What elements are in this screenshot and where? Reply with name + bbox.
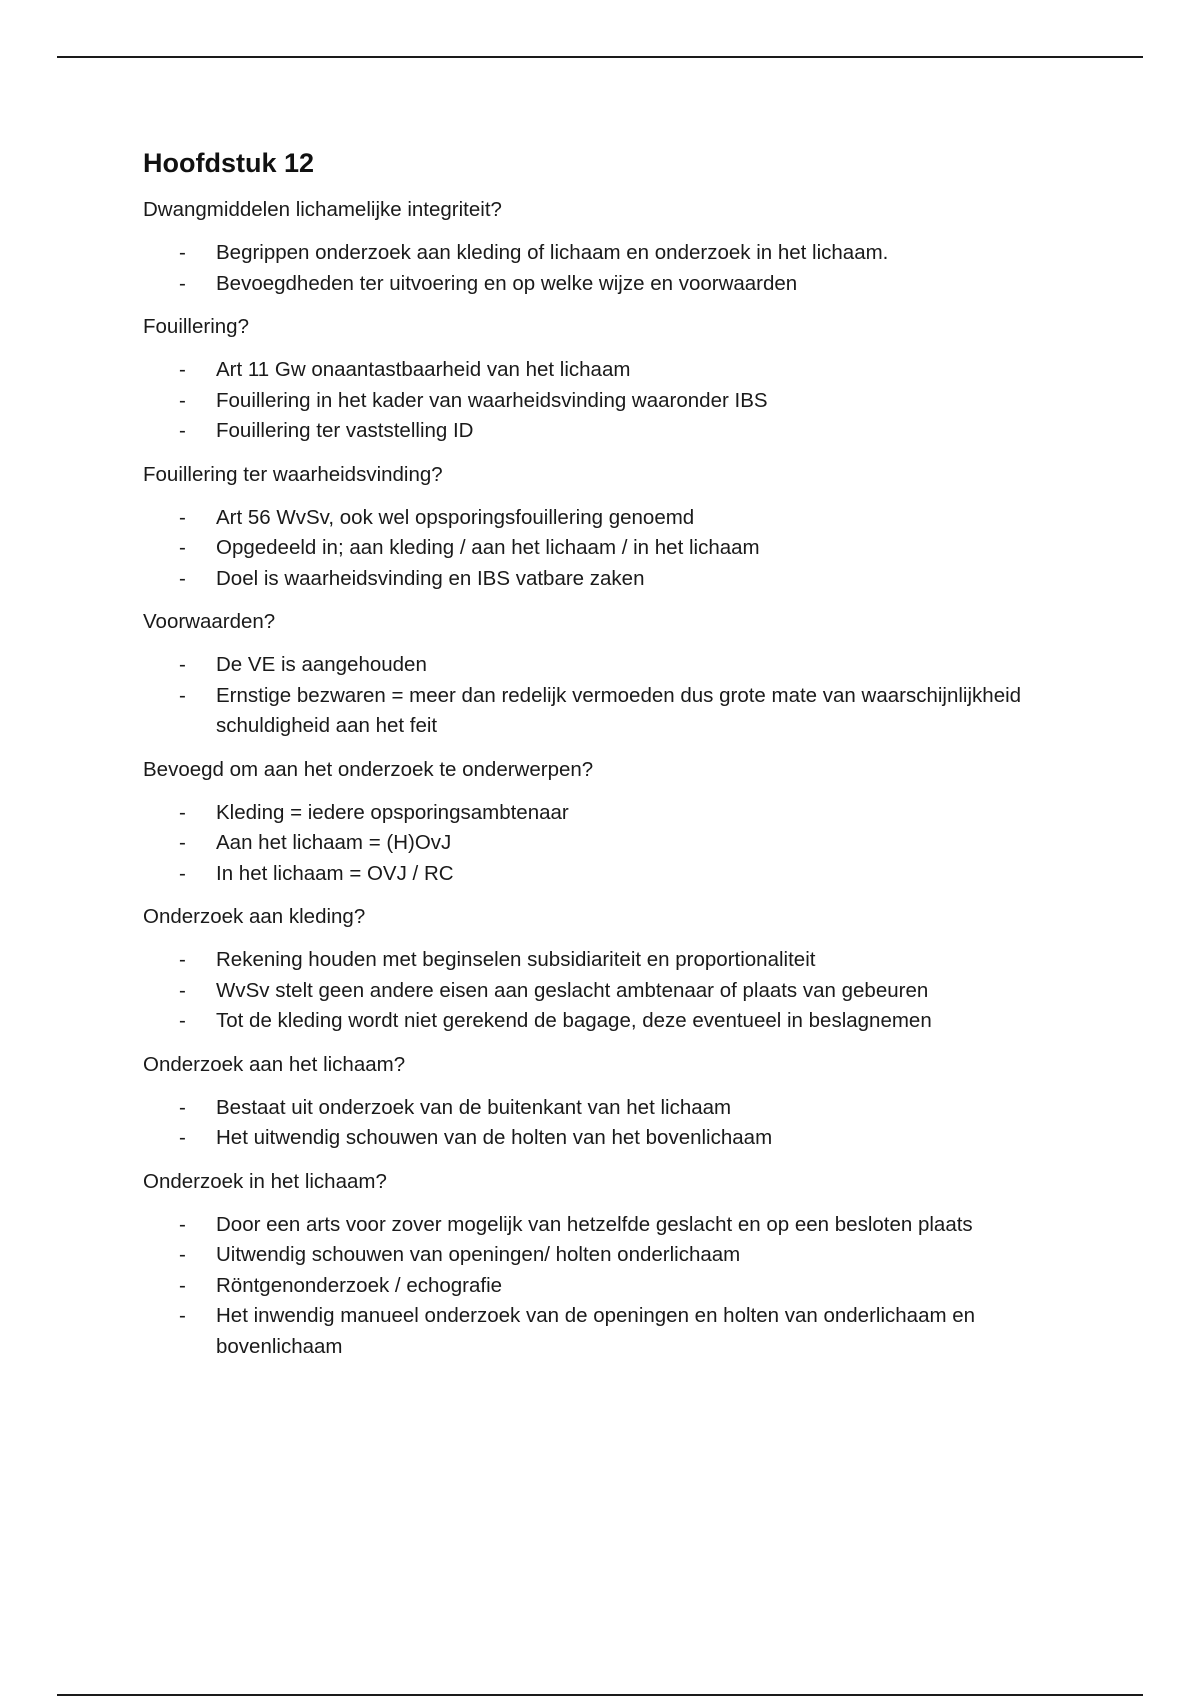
bullet-dash: - xyxy=(179,388,186,412)
document-body xyxy=(143,146,1063,1376)
bullet-dash: - xyxy=(179,419,186,442)
section-question: Onderzoek in het lichaam? xyxy=(143,1169,387,1193)
bullet-dash: - xyxy=(179,1273,186,1297)
list-item: - WvSv stelt geen andere eisen aan geslacht ambtenaar of plaats van gebeuren xyxy=(143,976,1063,1007)
list-item: - Bestaat uit onderzoek van de buitenkant van het lichaam xyxy=(143,1093,1063,1124)
list-item: - De VE is aangehouden xyxy=(143,650,1063,681)
bullet-dash: - xyxy=(179,358,186,381)
header-rule xyxy=(57,56,1143,58)
list-item: - Art 56 WvSv, ook wel opsporingsfouillering genoemd xyxy=(143,503,1063,534)
list-item: - Fouillering in het kader van waarheidsvinding waaronder IBS xyxy=(143,386,1063,417)
bullet-dash: - xyxy=(179,566,186,590)
list-item: - Bevoegdheden ter uitvoering en op welke wijze en voorwaarden xyxy=(143,269,1063,300)
bullet-dash: - xyxy=(179,1009,186,1032)
bullet-dash: - xyxy=(179,831,186,854)
section-question: Voorwaarden? xyxy=(143,610,276,633)
list-item: - Het uitwendig schouwen van de holten van het bovenlichaam xyxy=(143,1123,1063,1154)
bullet-dash: - xyxy=(179,505,186,529)
bullet-list xyxy=(143,1093,1063,1154)
list-item: - Door een arts voor zover mogelijk van hetzelfde geslacht en op een besloten plaats xyxy=(143,1210,1063,1241)
bullet-dash: - xyxy=(179,1304,186,1327)
bullet-dash: - xyxy=(179,536,186,559)
section-question: Fouillering ter waarheidsvinding? xyxy=(143,462,443,486)
footer-rule xyxy=(57,1694,1143,1696)
section-question: Dwangmiddelen lichamelijke integriteit? xyxy=(143,198,502,221)
list-item: - Tot de kleding wordt niet gerekend de bagage, deze eventueel in beslagnemen xyxy=(143,1006,1063,1037)
bullet-dash: - xyxy=(179,653,186,676)
list-item: - Fouillering ter vaststelling ID xyxy=(143,416,1063,447)
bullet-list xyxy=(143,945,1063,1037)
bullet-list xyxy=(143,798,1063,890)
section-question: Onderzoek aan kleding? xyxy=(143,905,366,928)
list-item: - Ernstige bezwaren = meer dan redelijk vermoeden dus grote mate van waarschijnlijkheid schuldigheid aan het feit xyxy=(143,681,1063,742)
bullet-list xyxy=(143,1210,1063,1363)
section-question: Bevoegd om aan het onderzoek te onderwerpen? xyxy=(143,757,594,781)
bullet-dash: - xyxy=(179,241,186,264)
bullet-dash: - xyxy=(179,861,186,885)
chapter-heading: Hoofdstuk 12 xyxy=(143,148,315,178)
section-question: Fouillering? xyxy=(143,315,249,338)
list-item: - Opgedeeld in; aan kleding / aan het lichaam / in het lichaam xyxy=(143,533,1063,564)
list-item: - Begrippen onderzoek aan kleding of lichaam en onderzoek in het lichaam. xyxy=(143,238,1063,269)
list-item: - Rekening houden met beginselen subsidiariteit en proportionaliteit xyxy=(143,945,1063,976)
bullet-dash: - xyxy=(179,948,186,971)
list-item: - Aan het lichaam = (H)OvJ xyxy=(143,828,1063,859)
list-item: - Uitwendig schouwen van openingen/ holten onderlichaam xyxy=(143,1240,1063,1271)
bullet-dash: - xyxy=(179,683,186,707)
bullet-dash: - xyxy=(179,271,186,295)
bullet-dash: - xyxy=(179,1095,186,1119)
list-item: - Art 11 Gw onaantastbaarheid van het lichaam xyxy=(143,355,1063,386)
list-item: - In het lichaam = OVJ / RC xyxy=(143,859,1063,890)
bullet-dash: - xyxy=(179,1126,186,1149)
list-item: - Kleding = iedere opsporingsambtenaar xyxy=(143,798,1063,829)
bullet-list xyxy=(143,355,1063,447)
bullet-dash: - xyxy=(179,1243,186,1266)
list-item: - Doel is waarheidsvinding en IBS vatbare zaken xyxy=(143,564,1063,595)
bullet-list xyxy=(143,238,1063,299)
list-item: - Röntgenonderzoek / echografie xyxy=(143,1271,1063,1302)
section-question: Onderzoek aan het lichaam? xyxy=(143,1052,406,1076)
bullet-list xyxy=(143,650,1063,742)
bullet-dash: - xyxy=(179,978,186,1002)
bullet-list xyxy=(143,503,1063,595)
bullet-dash: - xyxy=(179,1212,186,1236)
list-item: - Het inwendig manueel onderzoek van de openingen en holten van onderlichaam en bovenlichaam xyxy=(143,1301,1063,1362)
bullet-dash: - xyxy=(179,800,186,824)
